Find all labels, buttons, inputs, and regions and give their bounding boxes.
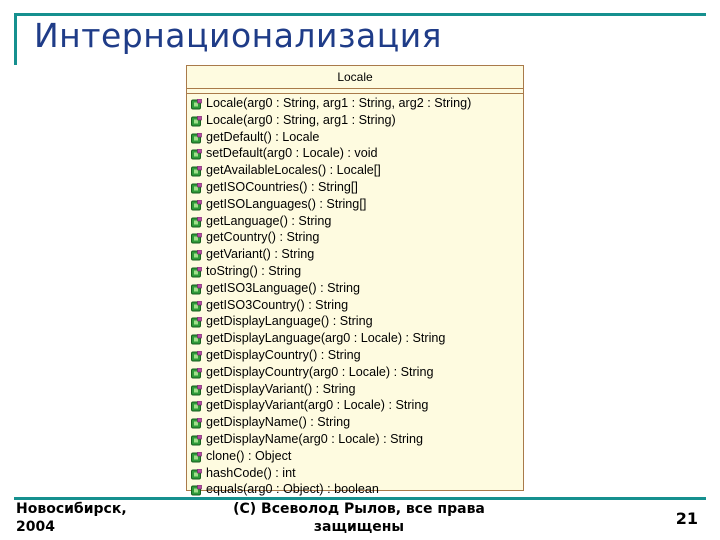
uml-method	[187, 397, 523, 414]
method-icon	[191, 417, 202, 428]
uml-method	[187, 414, 523, 431]
left-rule	[14, 13, 17, 65]
footer-copyright: (C) Всеволод Рылов, все права защищены	[233, 501, 485, 535]
uml-method	[187, 162, 523, 179]
uml-method	[187, 179, 523, 196]
uml-method	[187, 213, 523, 230]
method-icon	[191, 115, 202, 126]
uml-method	[187, 229, 523, 246]
uml-method-signature: Locale(arg0 : String, arg1 : String, arg2 : String)	[206, 96, 472, 110]
uml-method-signature: setDefault(arg0 : Locale) : void	[206, 146, 378, 161]
uml-method-signature: getDisplayName() : String	[206, 415, 351, 430]
method-icon	[191, 451, 202, 462]
uml-method-signature: getISOLanguages() : String[]	[206, 196, 367, 211]
uml-method-signature: getDisplayCountry() : String	[206, 347, 361, 362]
method-icon	[191, 232, 202, 243]
uml-method	[187, 95, 523, 112]
uml-method-signature: getISOCountries() : String[]	[206, 179, 358, 194]
uml-method-signature: getVariant() : String	[206, 247, 315, 262]
footer-location-year: Новосибирск, 2004	[16, 501, 127, 535]
uml-class-locale	[186, 65, 524, 497]
page-number: 21	[675, 509, 698, 528]
uml-method	[187, 330, 523, 347]
method-icon	[191, 182, 202, 193]
uml-method	[187, 246, 523, 263]
uml-method-signature: hashCode() : int	[206, 465, 296, 480]
uml-method-signature: getCountry() : String	[206, 230, 320, 245]
uml-method-signature: getAvailableLocales() : Locale[]	[206, 163, 381, 178]
method-icon	[191, 283, 202, 294]
method-icon	[191, 316, 202, 327]
uml-class-name: Locale	[187, 66, 523, 89]
uml-method	[187, 297, 523, 314]
uml-method-signature: getDefault() : Locale	[206, 129, 320, 144]
uml-method-signature: getISO3Country() : String	[206, 297, 349, 312]
method-icon	[191, 484, 202, 495]
uml-method	[187, 145, 523, 162]
method-icon	[191, 98, 202, 109]
uml-method-signature: getLanguage() : String	[206, 213, 332, 228]
uml-method-signature: getDisplayVariant(arg0 : Locale) : String	[206, 398, 429, 413]
uml-method-signature: toString() : String	[206, 263, 302, 278]
uml-method-signature: getDisplayName(arg0 : Locale) : String	[206, 431, 423, 446]
uml-method-signature: getDisplayVariant() : String	[206, 381, 356, 396]
method-icon	[191, 165, 202, 176]
uml-method-signature: clone() : Object	[206, 448, 292, 463]
method-icon	[191, 468, 202, 479]
uml-method	[187, 481, 523, 498]
uml-method	[187, 448, 523, 465]
slide-title: Интернационализация	[34, 16, 442, 55]
uml-method-signature: getDisplayLanguage(arg0 : Locale) : String	[206, 331, 446, 346]
method-icon	[191, 333, 202, 344]
uml-method-signature: equals(arg0 : Object) : boolean	[206, 482, 379, 497]
uml-method	[187, 112, 523, 129]
uml-method	[187, 465, 523, 482]
uml-method-signature: getDisplayLanguage() : String	[206, 314, 373, 329]
uml-method	[187, 129, 523, 146]
uml-method-signature: getDisplayCountry(arg0 : Locale) : String	[206, 364, 434, 379]
method-icon	[191, 249, 202, 260]
method-icon	[191, 400, 202, 411]
uml-method	[187, 364, 523, 381]
uml-method	[187, 263, 523, 280]
uml-method	[187, 313, 523, 330]
uml-method	[187, 196, 523, 213]
method-icon	[191, 384, 202, 395]
method-icon	[191, 434, 202, 445]
uml-method	[187, 381, 523, 398]
method-icon	[191, 367, 202, 378]
method-icon	[191, 350, 202, 361]
uml-method	[187, 431, 523, 448]
method-icon	[191, 199, 202, 210]
uml-method	[187, 280, 523, 297]
method-icon	[191, 300, 202, 311]
uml-methods-compartment	[187, 94, 523, 498]
method-icon	[191, 148, 202, 159]
method-icon	[191, 216, 202, 227]
method-icon	[191, 132, 202, 143]
uml-method-signature: Locale(arg0 : String, arg1 : String)	[206, 112, 396, 127]
method-icon	[191, 266, 202, 277]
uml-method-signature: getISO3Language() : String	[206, 280, 361, 295]
uml-method	[187, 347, 523, 364]
